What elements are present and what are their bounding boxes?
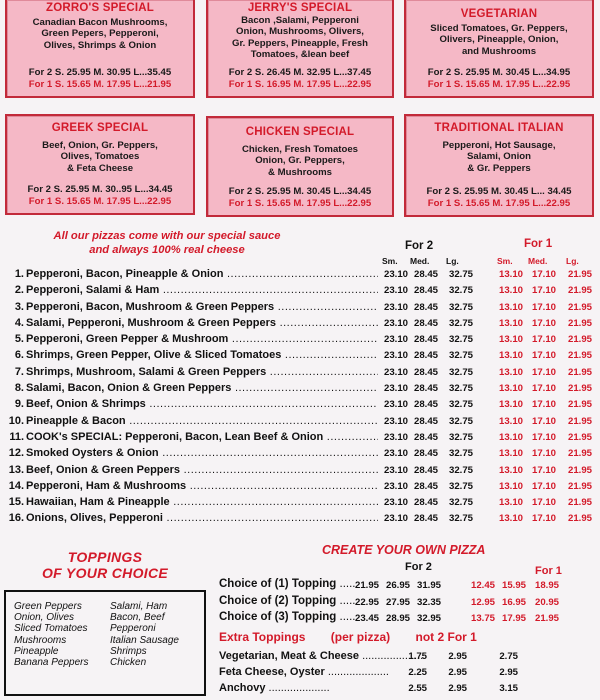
special-card-jerry [206, 0, 394, 98]
price-for1-lg: 21.95 [567, 480, 592, 492]
special-ingredients: Sliced Tomatoes, Gr. Peppers, Olivers, Pineapple, Onion, and Mushrooms [430, 23, 568, 57]
pizza-number: 16. [8, 512, 24, 525]
pizza-number: 11. [9, 430, 24, 443]
price-for2-sm: 23.10 [383, 383, 408, 395]
price-for2-lg: 32.75 [448, 269, 473, 280]
extra-topping-price: 2.95 [448, 651, 467, 662]
cyo-price-for1: 15.95 [501, 580, 526, 591]
cyo-row [219, 578, 559, 591]
pizza-name: Beef, Onion & Shrimps ..... [26, 398, 378, 410]
price-for1-sm: 13.10 [498, 383, 523, 395]
extra-topping-row [219, 666, 518, 678]
header-for2-lg: Lg. [446, 256, 459, 266]
cyo-price-for1: 21.95 [534, 613, 559, 624]
price-for2-lg: 32.75 [448, 285, 473, 297]
pizza-name: Salami, Pepperoni, Mushroom & Green Peppers ..... [26, 317, 378, 329]
pizza-row [6, 431, 596, 447]
pizza-number: 8. [14, 382, 24, 395]
special-prices: For 2 S. 25.95 M. 30.45 L... 34.45 For 1 S. 15.65 M. 17.95 L...22.95 [426, 186, 572, 209]
special-card-greek [5, 114, 195, 215]
price-for2-med: 28.45 [413, 301, 438, 313]
special-card-traditional-italian [404, 114, 594, 217]
price-for1-lg: 21.95 [567, 301, 592, 313]
special-ingredients: Chicken, Fresh Tomatoes Onion, Gr. Peppers, & Mushrooms [241, 144, 359, 178]
header-for1-lg: Lg. [566, 256, 579, 266]
special-prices: For 2 S. 26.45 M. 32.95 L...37.45 For 1 S. 16.95 M. 17.95 L...22.95 [228, 67, 372, 90]
header-for2-sm: Sm. [382, 256, 398, 266]
special-ingredients: Canadian Bacon Mushrooms, Green Pepers, Pepperoni, Olives, Shrimps & Onion [32, 17, 168, 51]
price-for1-med: 17.10 [531, 497, 556, 509]
extra-topping-price: 2.25 [408, 667, 427, 678]
price-for2-sm: 23.10 [383, 285, 408, 297]
price-for2-sm: 23.10 [383, 317, 408, 329]
price-for1-sm: 13.10 [498, 415, 523, 427]
price-for1-med: 17.10 [531, 383, 556, 395]
pizza-name: Beef, Onion & Green Peppers ..... [26, 464, 378, 476]
extra-topping-price: 3.15 [499, 683, 518, 694]
price-for1-lg: 21.95 [567, 415, 592, 427]
price-for2-med: 28.45 [413, 513, 438, 525]
pizza-number: 14. [8, 479, 24, 492]
price-for1-med: 17.10 [531, 399, 556, 411]
pizza-name: Onions, Olives, Pepperoni ..... [26, 512, 378, 524]
extra-topping-label: Feta Cheese, Oyster ..... [219, 666, 389, 678]
price-for1-med: 17.10 [531, 431, 556, 443]
toppings-title: TOPPINGS OF YOUR CHOICE [41, 549, 169, 581]
price-for1-sm: 13.10 [498, 399, 523, 411]
price-for1-med: 17.10 [531, 317, 556, 329]
pizza-row [6, 415, 596, 431]
cyo-label: Choice of (3) Topping ..... [219, 611, 356, 623]
cyo-price-for2: 31.95 [416, 580, 441, 591]
toppings-col-2: Salami, Ham Bacon, Beef Pepperoni Italian Sausage Shrimps Chicken [110, 601, 179, 669]
special-title: TRADITIONAL ITALIAN [434, 122, 564, 134]
special-ingredients: Bacon ,Salami, Pepperoni Onion, Mushrooms, Olivers, Gr. Peppers, Pineapple, Fresh Tomatoes, &lean beef [232, 15, 368, 61]
price-for2-sm: 23.10 [383, 269, 408, 280]
price-for2-med: 28.45 [413, 464, 438, 476]
special-card-chicken [206, 116, 394, 217]
price-for1-lg: 21.95 [567, 464, 592, 476]
price-for1-sm: 13.10 [498, 431, 523, 443]
pizza-row [6, 317, 596, 333]
cyo-price-for2: 32.35 [416, 597, 441, 608]
pizza-number: 15. [8, 496, 24, 509]
price-for2-lg: 32.75 [448, 415, 473, 427]
pizza-number: 1. [14, 268, 24, 280]
price-for2-sm: 23.10 [383, 301, 408, 313]
special-title: CHICKEN SPECIAL [245, 126, 355, 138]
price-for1-lg: 21.95 [567, 399, 592, 411]
pizza-name: Hawaiian, Ham & Pineapple ..... [26, 496, 378, 508]
price-for2-sm: 23.10 [383, 399, 408, 411]
toppings-col-1: Green Peppers Onion, Olives Sliced Tomatoes Mushrooms Pineapple Banana Peppers [14, 601, 89, 669]
cyo-price-for2: 28.95 [385, 613, 410, 624]
special-title: VEGETARIAN [460, 8, 538, 20]
price-for1-lg: 21.95 [567, 448, 592, 460]
special-prices: For 2 S. 25.95 M. 30.95 L...35.45 For 1 S. 15.65 M. 17.95 L...21.95 [28, 67, 172, 90]
extra-topping-price: 2.95 [448, 667, 467, 678]
special-title: ZORRO'S SPECIAL [46, 2, 154, 14]
price-for1-lg: 21.95 [567, 269, 592, 280]
cyo-price-for1: 12.45 [470, 580, 495, 591]
price-for2-sm: 23.10 [383, 497, 408, 509]
price-for2-sm: 23.10 [383, 350, 408, 362]
price-for1-sm: 13.10 [498, 497, 523, 509]
header-for-2: For 2 [405, 240, 434, 252]
price-for2-med: 28.45 [413, 334, 438, 346]
extra-topping-price: 2.75 [499, 651, 518, 662]
price-for1-sm: 13.10 [498, 350, 523, 362]
price-for1-sm: 13.10 [498, 317, 523, 329]
price-for2-lg: 32.75 [448, 513, 473, 525]
pizza-row [6, 349, 596, 365]
price-for1-lg: 21.95 [567, 285, 592, 297]
cyo-price-for1: 16.95 [501, 597, 526, 608]
cyo-price-for1: 13.75 [470, 613, 495, 624]
extra-topping-price: 2.95 [499, 667, 518, 678]
cyo-row [219, 595, 559, 608]
pizza-number: 3. [14, 300, 24, 313]
pizza-list [6, 268, 596, 529]
special-card-vegetarian [404, 0, 594, 98]
pizza-name: Shrimps, Mushroom, Salami & Green Peppers ..... [26, 366, 378, 378]
price-for2-med: 28.45 [413, 366, 438, 378]
cyo-price-for2: 23.45 [354, 613, 379, 624]
pizza-name: Shrimps, Green Pepper, Olive & Sliced Tomatoes ..... [26, 349, 378, 361]
pizza-name: Smoked Oysters & Onion ..... [26, 447, 378, 459]
price-for1-med: 17.10 [531, 480, 556, 492]
price-for2-sm: 23.10 [383, 366, 408, 378]
extra-topping-price: 2.55 [408, 683, 427, 694]
price-for1-med: 17.10 [531, 301, 556, 313]
price-for1-lg: 21.95 [567, 350, 592, 362]
price-for2-lg: 32.75 [448, 431, 473, 443]
price-for2-med: 28.45 [413, 480, 438, 492]
cyo-row [219, 611, 559, 624]
cyo-price-for1: 20.95 [534, 597, 559, 608]
special-ingredients: Pepperoni, Hot Sausage, Salami, Onion & Gr. Peppers [442, 140, 556, 174]
price-for2-sm: 23.10 [383, 480, 408, 492]
price-for1-med: 17.10 [531, 415, 556, 427]
price-for2-lg: 32.75 [448, 334, 473, 346]
pizza-name: Pepperoni, Salami & Ham ..... [26, 284, 378, 296]
header-for2-med: Med. [410, 256, 430, 266]
price-for1-med: 17.10 [531, 269, 556, 280]
price-for1-sm: 13.10 [498, 480, 523, 492]
price-for1-sm: 13.10 [498, 366, 523, 378]
price-for2-lg: 32.75 [448, 497, 473, 509]
price-for2-lg: 32.75 [448, 350, 473, 362]
price-for2-med: 28.45 [413, 285, 438, 297]
price-for2-med: 28.45 [413, 431, 438, 443]
cyo-header-for-1: For 1 [535, 565, 562, 577]
price-for1-sm: 13.10 [498, 334, 523, 346]
price-for2-sm: 23.10 [383, 464, 408, 476]
extra-topping-row [219, 682, 518, 694]
pizza-number: 5. [14, 333, 24, 346]
extra-topping-price: 1.75 [408, 651, 427, 662]
pizza-number: 12. [8, 447, 24, 460]
price-for2-lg: 32.75 [448, 399, 473, 411]
cyo-label: Choice of (2) Topping ..... [219, 595, 356, 607]
cyo-price-for2: 27.95 [385, 597, 410, 608]
pizza-row [6, 301, 596, 317]
pizza-number: 10. [8, 414, 24, 427]
special-prices: For 2 S. 25.95 M. 30..95 L...34.45 For 1 S. 15.65 M. 17.95 L...22.95 [27, 184, 173, 207]
pizza-row [6, 333, 596, 349]
price-for2-sm: 23.10 [383, 448, 408, 460]
toppings-box [4, 590, 206, 696]
create-your-own-title: CREATE YOUR OWN PIZZA [322, 543, 486, 557]
pizza-row [6, 382, 596, 398]
price-for2-med: 28.45 [413, 497, 438, 509]
cyo-price-for2: 32.95 [416, 613, 441, 624]
pizza-name: COOK's SPECIAL: Pepperoni, Bacon, Lean Beef & Onion ..... [26, 431, 378, 443]
pizza-number: 7. [14, 365, 24, 378]
price-for1-sm: 13.10 [498, 448, 523, 460]
intro-text: All our pizzas come with our special sauce and always 100% real cheese [53, 230, 281, 256]
extra-topping-row [219, 650, 518, 662]
price-for1-lg: 21.95 [567, 317, 592, 329]
special-prices: For 2 S. 25.95 M. 30.45 L...34.95 For 1 S. 15.65 M. 17.95 L...22.95 [427, 67, 571, 90]
price-for2-med: 28.45 [413, 317, 438, 329]
price-for2-med: 28.45 [413, 269, 438, 280]
special-prices: For 2 S. 25.95 M. 30.45 L...34.45 For 1 S. 15.65 M. 17.95 L...22.95 [228, 186, 372, 209]
pizza-row [6, 398, 596, 414]
pizza-number: 4. [14, 316, 24, 329]
price-for2-sm: 23.10 [383, 334, 408, 346]
price-for2-med: 28.45 [413, 399, 438, 411]
cyo-price-for2: 26.95 [385, 580, 410, 591]
price-for2-lg: 32.75 [448, 464, 473, 476]
pizza-row [6, 447, 596, 463]
extra-topping-label: Vegetarian, Meat & Cheese ..... [219, 650, 423, 662]
price-for2-lg: 32.75 [448, 383, 473, 395]
price-for2-lg: 32.75 [448, 366, 473, 378]
price-for1-sm: 13.10 [498, 513, 523, 525]
pizza-name: Pepperoni, Bacon, Mushroom & Green Peppers ..... [26, 301, 378, 313]
price-for1-med: 17.10 [531, 464, 556, 476]
pizza-number: 13. [8, 463, 24, 476]
price-for1-med: 17.10 [531, 513, 556, 525]
pizza-row [6, 480, 596, 496]
pizza-row [6, 268, 596, 284]
price-for2-sm: 23.10 [383, 415, 408, 427]
price-for1-med: 17.10 [531, 448, 556, 460]
pizza-name: Pepperoni, Ham & Mushrooms ..... [26, 480, 378, 492]
price-for2-med: 28.45 [413, 350, 438, 362]
pizza-row [6, 284, 596, 300]
pizza-number: 2. [14, 284, 24, 297]
price-for2-med: 28.45 [413, 415, 438, 427]
price-for2-lg: 32.75 [448, 301, 473, 313]
cyo-price-for2: 21.95 [354, 580, 379, 591]
price-for2-lg: 32.75 [448, 448, 473, 460]
price-for2-lg: 32.75 [448, 317, 473, 329]
price-for1-med: 17.10 [531, 334, 556, 346]
header-for1-med: Med. [528, 256, 548, 266]
price-for1-lg: 21.95 [567, 366, 592, 378]
price-for1-sm: 13.10 [498, 464, 523, 476]
pizza-number: 9. [14, 398, 24, 411]
extra-topping-price: 2.95 [448, 683, 467, 694]
price-for2-lg: 32.75 [448, 480, 473, 492]
pizza-name: Pepperoni, Bacon, Pineapple & Onion ..... [26, 268, 378, 280]
price-for1-sm: 13.10 [498, 269, 523, 280]
special-title: JERRY'S SPECIAL [247, 2, 353, 14]
price-for1-lg: 21.95 [567, 497, 592, 509]
cyo-price-for2: 22.95 [354, 597, 379, 608]
cyo-header-for-2: For 2 [405, 561, 432, 573]
header-for1-sm: Sm. [497, 256, 513, 266]
price-for2-sm: 23.10 [383, 431, 408, 443]
price-for1-lg: 21.95 [567, 431, 592, 443]
cyo-price-for1: 18.95 [534, 580, 559, 591]
cyo-label: Choice of (1) Topping ..... [219, 578, 356, 590]
price-for1-med: 17.10 [531, 285, 556, 297]
pizza-name: Pepperoni, Green Pepper & Mushroom ..... [26, 333, 378, 345]
pizza-row [6, 496, 596, 512]
price-for1-med: 17.10 [531, 366, 556, 378]
price-for1-sm: 13.10 [498, 285, 523, 297]
pizza-row [6, 366, 596, 382]
extra-topping-label: Anchovy ..... [219, 682, 330, 694]
header-for-1: For 1 [524, 238, 553, 250]
special-ingredients: Beef, Onion, Gr. Peppers, Olives, Tomatoes & Feta Cheese [42, 140, 158, 174]
pizza-name: Salami, Bacon, Onion & Green Peppers ..... [26, 382, 378, 394]
price-for1-lg: 21.95 [567, 513, 592, 525]
price-for2-sm: 23.10 [383, 513, 408, 525]
cyo-price-for1: 17.95 [501, 613, 526, 624]
special-card-zorro [5, 0, 195, 98]
specials-section [0, 0, 600, 225]
price-for1-lg: 21.95 [567, 383, 592, 395]
price-for1-sm: 13.10 [498, 301, 523, 313]
pizza-name: Pineapple & Bacon ..... [26, 415, 378, 427]
pizza-number: 6. [14, 349, 24, 362]
price-for1-med: 17.10 [531, 350, 556, 362]
price-for2-med: 28.45 [413, 448, 438, 460]
price-for1-lg: 21.95 [567, 334, 592, 346]
cyo-price-for1: 12.95 [470, 597, 495, 608]
pizza-row [6, 464, 596, 480]
pizza-row [6, 512, 596, 528]
extra-toppings-title: Extra Toppings (per pizza) not 2 For 1 [219, 630, 477, 644]
special-title: GREEK SPECIAL [51, 122, 149, 134]
price-for2-med: 28.45 [413, 383, 438, 395]
